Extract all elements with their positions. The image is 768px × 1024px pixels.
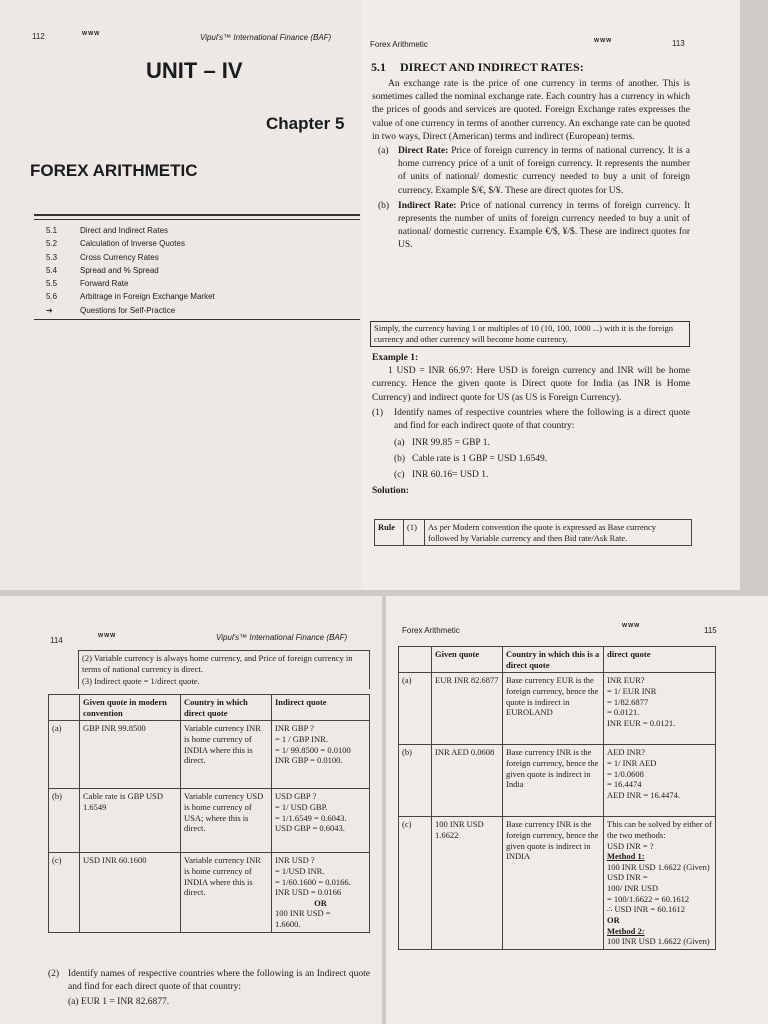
question-item: (c) INR 60.16= USD 1. — [394, 470, 489, 481]
note-box: Simply, the currency having 1 or multiples of 10 (10, 100, 1000 ...) with it is the foreign currency and other currency will become home currency. — [370, 321, 690, 347]
toc-divider-top — [34, 214, 360, 216]
toc-list — [46, 224, 215, 317]
publisher-logo: ᵂᵂᵂ — [594, 37, 613, 46]
col-header: Given quote in modern convention — [80, 695, 181, 721]
running-header: Vipul's™ International Finance (BAF) — [200, 33, 332, 42]
toc-item[interactable]: 5.3 Cross Currency Rates — [46, 252, 159, 262]
publisher-logo: ᵂᵂᵂ — [98, 632, 117, 641]
page-115 — [386, 596, 768, 1024]
page-112 — [0, 0, 362, 590]
chapter-title: Chapter 5 — [266, 114, 345, 133]
table-row: (a) GBP INR 99.8500 Variable currency INR is home currency of INDIA where this is direct. INR GBP ? = 1 / GBP INR. = 1/ 99.8500 = 0.0100 INR GBP = 0.0100. — [49, 721, 370, 789]
col-header: Country in which direct quote — [181, 695, 272, 721]
toc-item[interactable]: 5.2 Calculation of Inverse Quotes — [46, 239, 185, 249]
publisher-logo: ᵂᵂᵂ — [82, 30, 101, 39]
table-row: (c) 100 INR USD 1.6622 Base currency INR is the foreign currency, hence the given quote is indirect in INDIA This can be solved by either of the two methods: USD INR = ? Method 1: 100 INR USD 1.6622 (Given) USD INR = 100/ INR USD = 100/1.6622 = 60.1612 ∴ USD INR = 60.1612 OR Method 2: 100 INR USD 1.6622 (Given) — [399, 817, 716, 950]
section-heading: 5.1 DIRECT AND INDIRECT RATES: — [371, 60, 584, 74]
running-header: Vipul's™ International Finance (BAF) — [216, 633, 348, 642]
col-header: Country in which this is a direct quote — [503, 647, 604, 673]
question-item: (b) Cable rate is 1 GBP = USD 1.6549. — [394, 454, 548, 465]
page-number: 112 — [32, 32, 45, 41]
toc-item[interactable]: 5.1 Direct and Indirect Rates — [46, 226, 169, 235]
page-number: 115 — [704, 626, 717, 635]
publisher-logo: ᵂᵂᵂ — [622, 622, 641, 631]
rule-text: As per Modern convention the quote is expressed as Base currency followed by Variable currency and then Bid rate/Ask Rate. — [425, 520, 692, 546]
question-2: (2) Identify names of respective countries where the following is an Indirect quote and find for each direct quote of that country: (a) EUR 1 = INR 82.6877. — [48, 969, 370, 1007]
rule-num: (1) — [404, 520, 425, 546]
toc-divider-top-thin — [34, 219, 360, 220]
unit-title: UNIT – IV — [146, 58, 243, 83]
rule-box: (2) Variable currency is always home currency, and Price of foreign currency in terms of national currency is direct. (3) Indirect quote = 1/direct quote. — [78, 650, 370, 689]
toc-item[interactable]: ➜ Questions for Self-Practice — [46, 305, 176, 315]
col-header: direct quote — [604, 647, 716, 673]
table-row: (a) EUR INR 82.6877 Base currency EUR is the foreign currency, hence the quote is indirect in EUROLAND INR EUR? = 1/ EUR INR = 1/82.6877 = 0.0121. INR EUR = 0.0121. — [399, 673, 716, 745]
question-item: (a) INR 99.85 = GBP 1. — [394, 438, 490, 449]
toc-item[interactable]: 5.4 Spread and % Spread — [46, 265, 159, 275]
col-header: Indirect quote — [272, 695, 370, 721]
table-row: (b) INR AED 0.0608 Base currency INR is the foreign currency, hence the given quote is indirect in India AED INR? = 1/ INR AED = 1/0.0608 = 16.4474 AED INR = 16.4474. — [399, 745, 716, 817]
col-header: Given quote — [432, 647, 503, 673]
page-114 — [0, 596, 382, 1024]
quote-table — [398, 646, 716, 950]
toc-item[interactable]: 5.5 Forward Rate — [46, 279, 129, 289]
page-number: 114 — [50, 636, 63, 645]
rule-label: Rule — [375, 520, 404, 546]
running-header: Forex Arithmetic — [402, 626, 460, 635]
page-113 — [362, 0, 740, 590]
table-row: (c) USD INR 60.1600 Variable currency INR is home currency of INDIA where this is direct. INR USD ? = 1/USD INR. = 1/60.1600 = 0.0166. INR USD = 0.0166 OR 100 INR USD = 1.6600. — [49, 853, 370, 932]
rule-table — [374, 519, 692, 546]
chapter-name: FOREX ARITHMETIC — [30, 161, 198, 180]
page-number: 113 — [672, 39, 685, 48]
running-header: Forex Arithmetic — [370, 40, 428, 49]
table-row: (b) Cable rate is GBP USD 1.6549 Variable currency USD is home currency of USA; where this is direct. USD GBP ? = 1/ USD GBP. = 1/1.6549 = 0.6043. USD GBP = 0.6043. — [49, 789, 370, 853]
toc-divider-bottom — [34, 319, 360, 320]
example-block: Example 1: 1 USD = INR 66.97: Here USD is foreign currency and INR will be home currency. Hence the given quote is Direct quote for India (as INR is Home Currency) and indirect quote for US (as US is Foreign Currency). (1) Identify names of respective countries where the following is a direct quote and find for each indirect quote of that country: (a) INR 99.85 = GBP 1. (b) Cable rate is 1 GBP = USD 1.6549. (c) INR 60.16= USD 1. Solution: — [372, 353, 690, 497]
quote-table — [48, 694, 370, 933]
body-text: An exchange rate is the price of one currency in terms of another. This is sometimes called the nominal exchange rate. Each country has a currency in which the prices of goods and services are quoted. Foreign Exchange rates expresses the value of one currency in terms of another currency. An exchange rate can be quoted in two ways, Direct (American) terms and indirect (European) terms. (a) Direct Rate: Price of foreign currency in terms of national currency. It is a home currency price of a unit of foreign currency. It represents the number of units of national/ domestic currency needed to buy a unit of foreign currency. Example $/€, $/¥. These are direct quotes for US. (b) Indirect Rate: Price of national currency in terms of foreign currency. It represents the number of units of foreign currency needed to buy a unit of national/ domestic currency. Example €/$, ¥/$. These are indirect quotes for US. — [372, 79, 691, 251]
toc-item[interactable]: 5.6 Arbitrage in Foreign Exchange Market — [46, 292, 215, 302]
